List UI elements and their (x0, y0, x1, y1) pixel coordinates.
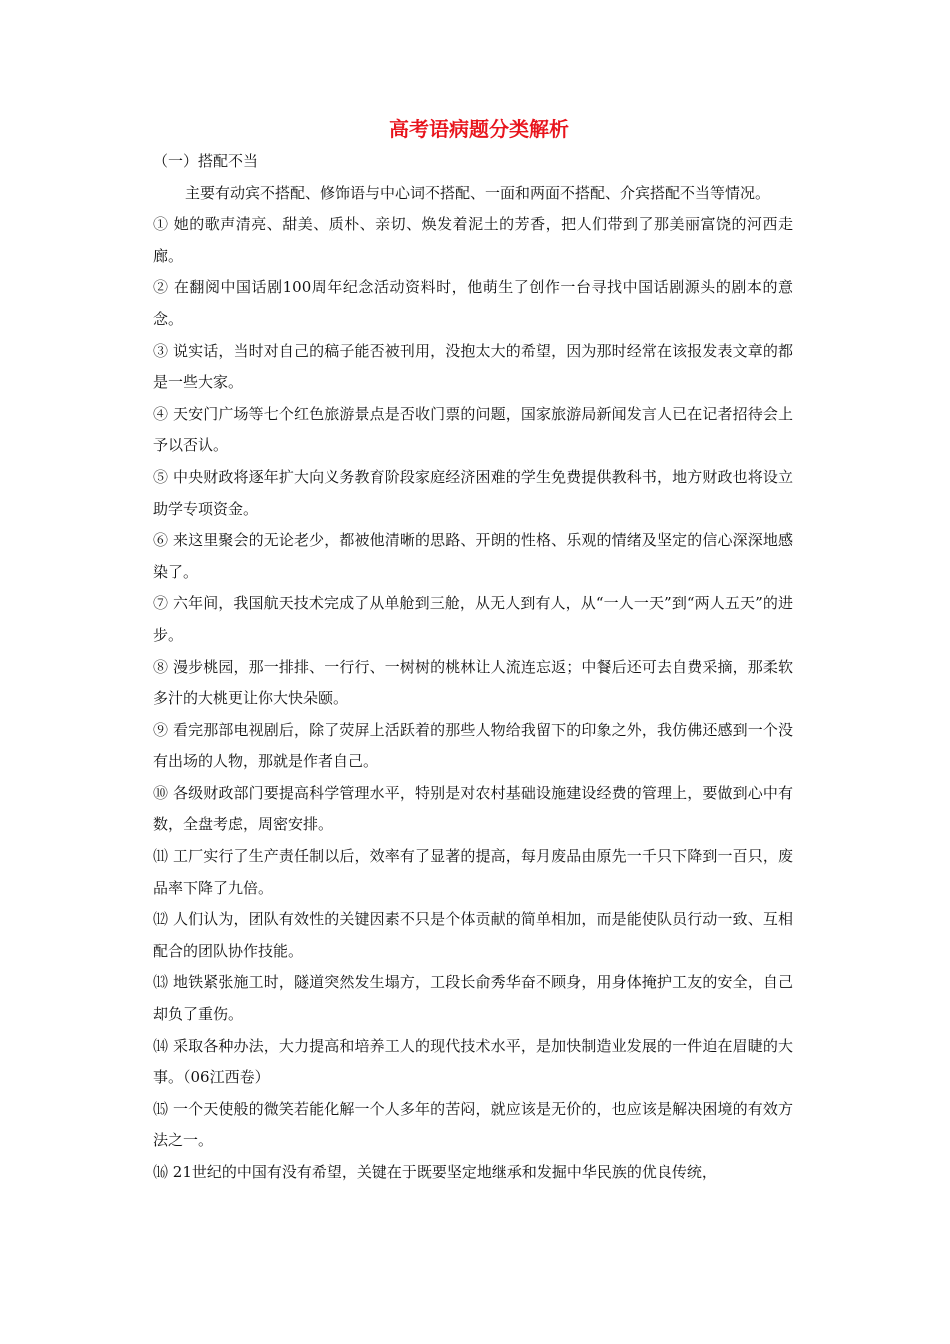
sentence-number: ⑾ (153, 847, 169, 866)
sentence-number: ⑥ (153, 531, 169, 550)
sentence-number: ⒂ (153, 1099, 169, 1118)
sentence-text: 漫步桃园，那一排排、一行行、一树树的桃林让人流连忘返；中餐后还可去自费采摘，那柔软多汁的大桃更让你大快朵颐。 (153, 657, 793, 708)
sentence-number: ⑧ (153, 657, 169, 676)
sentence-item (153, 1157, 793, 1189)
sentence-item (153, 904, 793, 967)
sentence-number: ⒃ (153, 1163, 169, 1181)
sentence-number: ③ (153, 341, 169, 360)
sentence-number: ⑿ (153, 910, 169, 929)
sentence-text: 人们认为，团队有效性的关键因素不只是个体贡献的简单相加，而是能使队员行动一致、互相配合的团队协作技能。 (153, 910, 793, 960)
section-heading: （一）搭配不当 (153, 152, 259, 170)
sentence-text: 看完那部电视剧后，除了荧屏上活跃着的那些人物给我留下的印象之外，我仿佛还感到一个没有出场的人物，那就是作者自己。 (153, 720, 793, 771)
sentence-text: 她的歌声清亮、甜美、质朴、亲切、焕发着泥土的芳香，把人们带到了那美丽富饶的河西走廊。 (153, 215, 793, 265)
sentence-item (153, 462, 793, 525)
sentence-number: ⒀ (153, 973, 169, 992)
document-title: 高考语病题分类解析 (389, 117, 569, 141)
sentence-number: ④ (153, 404, 169, 423)
sentence-text: 中央财政将逐年扩大向义务教育阶段家庭经济困难的学生免费提供教科书，地方财政也将设立助学专项资金。 (153, 467, 793, 518)
sentence-text: 各级财政部门要提高科学管理水平，特别是对农村基础设施建设经费的管理上，要做到心中有数，全盘考虑，周密安排。 (153, 783, 793, 834)
sentence-number: ② (153, 278, 169, 297)
sentence-item (153, 588, 793, 651)
sentence-list (153, 209, 793, 1188)
sentence-item (153, 525, 793, 588)
sentence-text: 来这里聚会的无论老少，都被他清晰的思路、开朗的性格、乐观的情绪及坚定的信心深深地感染了。 (153, 531, 793, 581)
sentence-number: ⒁ (153, 1036, 169, 1055)
sentence-text: 在翻阅中国话剧100周年纪念活动资料时，他萌生了创作一台寻找中国话剧源头的剧本的意念。 (153, 278, 793, 328)
sentence-item (153, 778, 793, 841)
document-page (153, 112, 793, 1189)
sentence-item (153, 1094, 793, 1157)
sentence-text: 21世纪的中国有没有希望，关键在于既要坚定地继承和发掘中华民族的优良传统， (172, 1163, 717, 1181)
sentence-item (153, 399, 793, 462)
sentence-text: 说实话，当时对自己的稿子能否被刊用，没抱太大的希望，因为那时经常在该报发表文章的都是一些大家。 (153, 341, 793, 392)
sentence-item (153, 652, 793, 715)
sentence-text: 一个天使般的微笑若能化解一个人多年的苦闷，就应该是无价的，也应该是解决困境的有效方法之一。 (153, 1099, 793, 1150)
sentence-item (153, 715, 793, 778)
sentence-number: ⑨ (153, 720, 169, 739)
sentence-item (153, 1031, 793, 1094)
sentence-text: 采取各种办法，大力提高和培养工人的现代技术水平，是加快制造业发展的一件迫在眉睫的大事。（06江西卷） (153, 1036, 793, 1087)
sentence-item (153, 336, 793, 399)
sentence-text: 天安门广场等七个红色旅游景点是否收门票的问题，国家旅游局新闻发言人已在记者招待会上予以否认。 (153, 404, 793, 455)
sentence-number: ① (153, 215, 169, 234)
sentence-item (153, 209, 793, 272)
sentence-number: ⑤ (153, 467, 169, 486)
sentence-item (153, 841, 793, 904)
sentence-text: 地铁紧张施工时，隧道突然发生塌方，工段长俞秀华奋不顾身，用身体掩护工友的安全，自己却负了重伤。 (153, 973, 793, 1024)
sentence-text: 工厂实行了生产责任制以后，效率有了显著的提高，每月废品由原先一千只下降到一百只，废品率下降了九倍。 (153, 847, 793, 897)
sentence-text: 六年间，我国航天技术完成了从单舱到三舱，从无人到有人，从“一人一天”到“两人五天”的进步。 (153, 594, 793, 644)
sentence-number: ⑦ (153, 594, 169, 613)
section-intro: 主要有动宾不搭配、修饰语与中心词不搭配、一面和两面不搭配、介宾搭配不当等情况。 (185, 183, 771, 202)
sentence-item (153, 272, 793, 335)
sentence-number: ⑩ (153, 783, 169, 802)
sentence-item (153, 967, 793, 1030)
